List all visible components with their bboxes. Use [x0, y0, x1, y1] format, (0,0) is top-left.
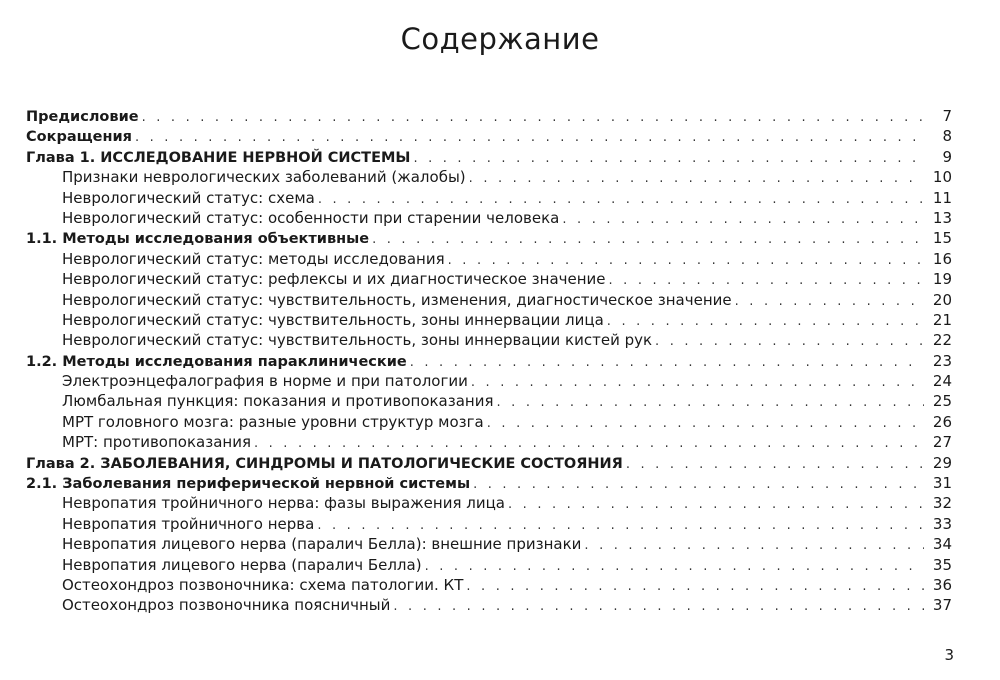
toc-entry-label: Невропатия тройничного нерва — [62, 514, 315, 533]
toc-entry-label: Неврологический статус: рефлексы и их диагностическое значение — [62, 270, 606, 289]
toc-entry-page: 27 — [932, 433, 952, 452]
toc-subentry — [26, 412, 952, 432]
toc-section-entry — [26, 453, 952, 473]
dot-leader — [413, 149, 924, 169]
toc-entry-page: 37 — [932, 596, 952, 615]
toc-entry-page: 22 — [932, 331, 952, 350]
toc-entry-page: 24 — [932, 372, 952, 391]
toc-entry-page: 19 — [932, 270, 952, 289]
toc-entry-page: 15 — [932, 229, 952, 248]
toc-entry-page: 9 — [942, 147, 952, 166]
dot-leader — [448, 251, 924, 271]
toc-subentry — [26, 269, 952, 289]
dot-leader — [562, 210, 924, 230]
toc-entry-label: Неврологический статус: чувствительность, зоны иннервации лица — [62, 310, 604, 329]
toc-subentry — [26, 391, 952, 411]
toc-entry-page: 8 — [942, 127, 952, 146]
toc-entry-page: 11 — [932, 188, 952, 207]
toc-entry-label: Люмбальная пункция: показания и противопоказания — [62, 392, 494, 411]
toc-entry-label: Глава 2. ЗАБОЛЕВАНИЯ, СИНДРОМЫ И ПАТОЛОГИЧЕСКИЕ СОСТОЯНИЯ — [26, 455, 623, 472]
toc-section-entry — [26, 106, 952, 126]
toc-entry-page: 26 — [932, 412, 952, 431]
table-of-contents — [26, 106, 952, 616]
dot-leader — [508, 495, 924, 515]
toc-entry-label: Невропатия лицевого нерва (паралич Белла) — [62, 555, 422, 574]
dot-leader — [487, 414, 924, 434]
toc-entry-label: Сокращения — [26, 129, 132, 146]
toc-entry-page: 32 — [932, 494, 952, 513]
toc-entry-page: 34 — [932, 535, 952, 554]
dot-leader — [318, 190, 924, 210]
toc-subentry — [26, 575, 952, 595]
toc-subentry — [26, 595, 952, 615]
toc-entry-label: Предисловие — [26, 109, 139, 125]
toc-entry-label: 1.2. Методы исследования параклинические — [26, 353, 407, 370]
toc-subentry — [26, 432, 952, 452]
toc-entry-label: Неврологический статус: чувствительность, зоны иннервации кистей рук — [62, 331, 653, 350]
toc-subentry — [26, 310, 952, 330]
toc-entry-label: 1.1. Методы исследования объективные — [26, 231, 370, 248]
toc-entry-page: 29 — [932, 453, 952, 472]
toc-entry-page: 35 — [932, 555, 952, 574]
toc-section-entry — [26, 126, 952, 146]
toc-subentry — [26, 330, 952, 350]
dot-leader — [393, 597, 924, 617]
toc-entry-page: 13 — [932, 208, 952, 227]
toc-subentry — [26, 208, 952, 228]
toc-subentry — [26, 371, 952, 391]
toc-entry-label: Электроэнцефалография в норме и при патологии — [62, 372, 468, 391]
dot-leader — [655, 332, 924, 352]
dot-leader — [471, 373, 924, 393]
dot-leader — [469, 169, 924, 189]
toc-entry-label: Невропатия лицевого нерва (паралич Белла): внешние признаки — [62, 535, 582, 554]
dot-leader — [254, 434, 924, 454]
dot-leader — [466, 577, 924, 597]
toc-entry-page: 7 — [942, 107, 952, 125]
toc-entry-label: Неврологический статус: особенности при старении человека — [62, 208, 560, 227]
dot-leader — [626, 455, 924, 475]
toc-entry-label: Остеохондроз позвоночника поясничный — [62, 596, 391, 615]
dot-leader — [142, 108, 924, 128]
toc-entry-label: Признаки неврологических заболеваний (жалобы) — [62, 168, 466, 187]
toc-entry-page: 33 — [932, 514, 952, 533]
dot-leader — [609, 271, 924, 291]
toc-subentry — [26, 167, 952, 187]
toc-subentry — [26, 514, 952, 534]
toc-entry-page: 20 — [932, 290, 952, 309]
toc-section-entry — [26, 351, 952, 371]
dot-leader — [425, 557, 924, 577]
toc-entry-page: 16 — [932, 249, 952, 268]
toc-subentry — [26, 290, 952, 310]
dot-leader — [372, 230, 924, 250]
toc-entry-label: МРТ головного мозга: разные уровни структур мозга — [62, 412, 484, 431]
toc-entry-page: 25 — [932, 392, 952, 411]
toc-entry-label: Неврологический статус: схема — [62, 188, 315, 207]
toc-entry-page: 23 — [932, 351, 952, 370]
toc-entry-page: 36 — [932, 575, 952, 594]
toc-entry-label: Неврологический статус: чувствительность, изменения, диагностическое значение — [62, 290, 732, 309]
toc-entry-label: Неврологический статус: методы исследования — [62, 249, 445, 268]
toc-subentry — [26, 188, 952, 208]
dot-leader — [317, 516, 924, 536]
dot-leader — [607, 312, 924, 332]
toc-subentry — [26, 249, 952, 269]
toc-section-entry — [26, 147, 952, 167]
dot-leader — [135, 128, 924, 148]
toc-entry-label: Остеохондроз позвоночника: схема патологии. КТ — [62, 575, 464, 594]
page-title: Содержание — [400, 22, 600, 56]
toc-entry-page: 31 — [932, 474, 952, 493]
toc-subentry — [26, 534, 952, 554]
toc-section-entry — [26, 228, 952, 248]
toc-entry-page: 21 — [932, 310, 952, 329]
toc-entry-label: Глава 1. ИССЛЕДОВАНИЕ НЕРВНОЙ СИСТЕМЫ — [26, 149, 411, 166]
toc-section-entry — [26, 473, 952, 493]
toc-subentry — [26, 493, 952, 513]
toc-subentry — [26, 555, 952, 575]
dot-leader — [584, 536, 924, 556]
dot-leader — [410, 353, 924, 373]
toc-entry-label: 2.1. Заболевания периферической нервной системы — [26, 476, 471, 493]
toc-entry-page: 10 — [932, 168, 952, 187]
dot-leader — [735, 292, 924, 312]
dot-leader — [497, 393, 925, 413]
toc-entry-label: Невропатия тройничного нерва: фазы выражения лица — [62, 494, 505, 513]
toc-entry-label: МРТ: противопоказания — [62, 433, 251, 452]
dot-leader — [473, 475, 924, 495]
page-number: 3 — [944, 646, 954, 664]
